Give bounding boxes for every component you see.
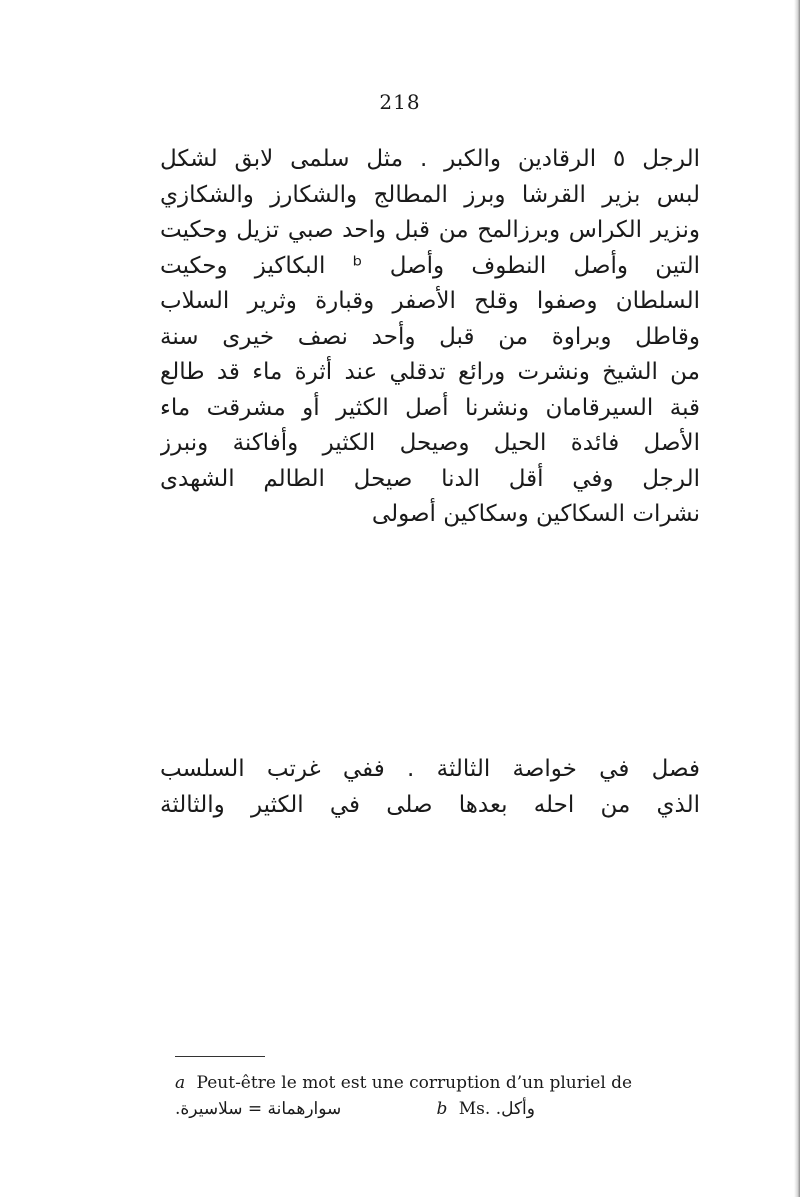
text-line: الرجل وفي أقل الدنا صيحل الطالم الشهدى bbox=[160, 465, 700, 492]
footnote-b-arabic: وأكل. bbox=[495, 1099, 535, 1119]
scan-edge-shadow bbox=[794, 0, 800, 1197]
footnote-b-text: Ms. bbox=[458, 1099, 491, 1119]
text-line: ونزير الكراس وبرزالمح من قبل واحد صبي تزيل وحكيت bbox=[160, 217, 700, 243]
footnote-a-text: Peut-être le mot est une corruption d’un pluriel de bbox=[196, 1073, 633, 1093]
text-line: من الشيخ ونشرت ورائع تدقلي عند أثرة ماء قد طالع bbox=[160, 359, 700, 385]
text-line: الأصل فائدة الحيل وصيحل الكثير وأفاكنة ونبرز bbox=[160, 430, 700, 456]
text-line: السلطان وصفوا وقلح الأصفر وقبارة وثرير السلاب bbox=[160, 288, 700, 314]
text-line: الذي من احله بعدها صلى في الكثير والثالثة bbox=[160, 791, 700, 818]
text-line: وقاطل وبراوة من قبل وأحد نصف خيرى سنة bbox=[160, 323, 700, 350]
page-number: 218 bbox=[379, 90, 421, 114]
footnote-divider bbox=[175, 1056, 265, 1057]
text-line: قبة السيرقامان ونشرنا أصل الكثير أو مشرقت ماء bbox=[160, 394, 700, 421]
footnote-a bbox=[175, 1070, 715, 1096]
footnote-b bbox=[436, 1096, 535, 1122]
footnote-b-marker: b bbox=[436, 1099, 448, 1119]
footnote-line-2 bbox=[175, 1096, 535, 1122]
footnote-a-arabic: سوارهمانة = سلاسيرة. bbox=[175, 1099, 342, 1119]
footnotes bbox=[175, 1070, 715, 1122]
text-line: فصل في خواصة الثالثة . ففي غرتب السلسب bbox=[160, 756, 700, 782]
text-line: نشرات السكاكين وسكاكين أصولى bbox=[371, 501, 700, 527]
second-paragraph bbox=[160, 752, 700, 823]
text-line: التين وأصل النطوف وأصل ᵇ البكاكيز وحكيت bbox=[160, 252, 700, 279]
text-line: لبس بزير القرشا وبرز المطالج والشكارز والشكازي bbox=[160, 181, 700, 208]
footnote-a-marker: a bbox=[175, 1073, 186, 1093]
main-paragraph bbox=[160, 142, 700, 533]
text-line: الرجل ٥ الرقادين والكبر . مثل سلمى لابق لشكل bbox=[160, 146, 700, 172]
